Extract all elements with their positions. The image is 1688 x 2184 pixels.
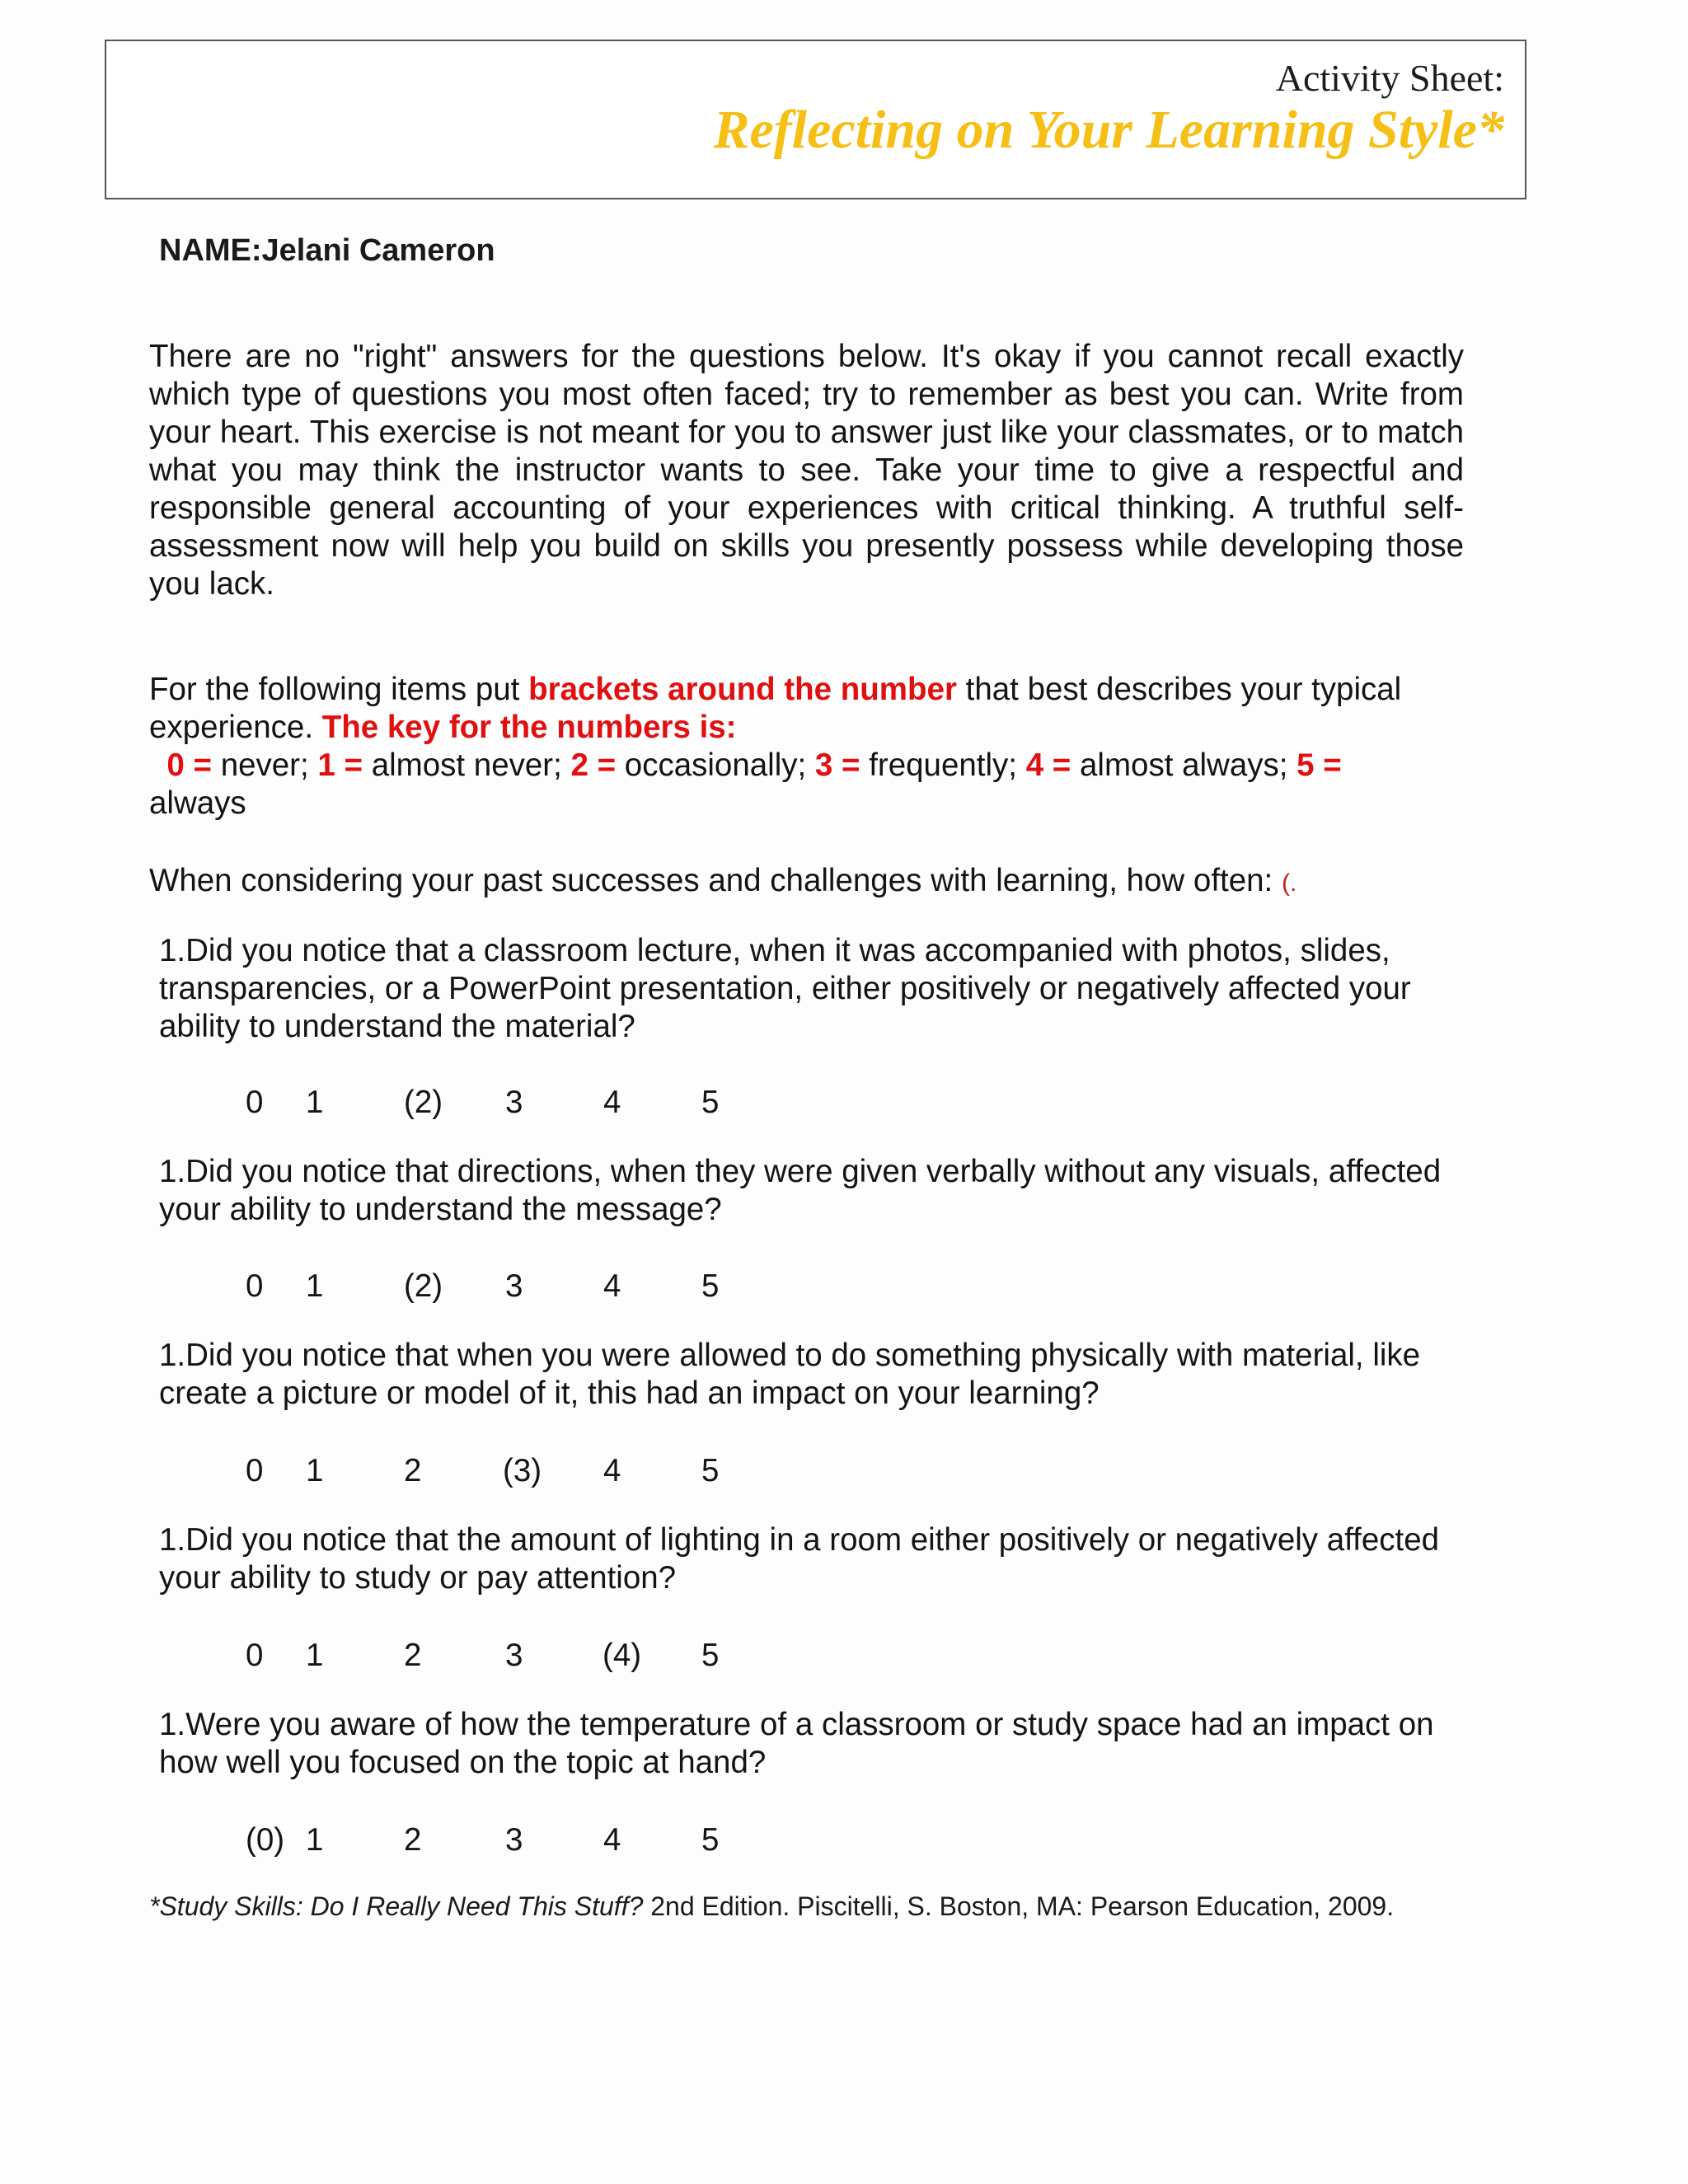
key-number: 0 = xyxy=(166,748,212,783)
rating-option[interactable]: 0 xyxy=(246,1453,264,1488)
question-1: 1.Did you notice that a classroom lecture, when it was accompanied with photos, slides, transparencies, or a PowerPoint presentation, either positively or negatively affected your ability to understand the material? xyxy=(159,933,1411,1044)
citation xyxy=(149,1890,1394,1923)
considering-line xyxy=(149,862,1296,902)
rating-option[interactable]: 0 xyxy=(246,1638,264,1673)
instructions-text-1: For the following items put xyxy=(149,672,529,707)
key-number: 2 = xyxy=(570,748,617,783)
header-subtitle: Activity Sheet: xyxy=(1275,57,1504,99)
rating-option[interactable]: 5 xyxy=(701,1453,720,1488)
citation-details: 2nd Edition. Piscitelli, S. Boston, MA: Pearson Education, 2009. xyxy=(643,1891,1395,1921)
rating-option[interactable]: 4 xyxy=(603,1085,621,1120)
key-number: 4 = xyxy=(1025,748,1071,783)
rating-option[interactable]: 3 xyxy=(505,1822,523,1858)
rating-option[interactable]: 5 xyxy=(701,1085,720,1120)
key-meaning: never; xyxy=(212,748,309,783)
rating-option[interactable]: 3 xyxy=(505,1085,523,1120)
rating-option[interactable]: 0 xyxy=(246,1268,264,1304)
rating-scale-4 xyxy=(0,1637,1688,1675)
instructions-text-2: that best describes your typical experience. xyxy=(149,672,1402,745)
key-number: 5 = xyxy=(1296,748,1342,783)
rating-scale-3 xyxy=(0,1452,1688,1490)
key-meaning: always xyxy=(149,785,246,821)
rating-option[interactable]: 5 xyxy=(701,1822,720,1858)
key-meaning: almost never; xyxy=(363,748,562,783)
header-box xyxy=(105,40,1526,199)
question-3: 1.Did you notice that when you were allowed to do something physically with material, like create a picture or model of it, this had an impact on your learning? xyxy=(159,1338,1421,1411)
rating-option[interactable]: 4 xyxy=(603,1268,621,1304)
rating-option[interactable]: 3 xyxy=(505,1268,523,1304)
rating-option[interactable]: 1 xyxy=(306,1638,324,1673)
instructions-paragraph xyxy=(149,671,1410,823)
rating-option[interactable]: 1 xyxy=(306,1268,324,1304)
rating-option[interactable]: 3 xyxy=(505,1638,523,1673)
key-meaning: almost always; xyxy=(1071,748,1288,783)
citation-title: *Study Skills: Do I Really Need This Stuff? xyxy=(149,1891,644,1921)
rating-option[interactable]: 5 xyxy=(701,1638,720,1673)
name-line: NAME:Jelani Cameron xyxy=(159,233,495,268)
question-2: 1.Did you notice that directions, when they were given verbally without any visuals, affected your ability to understand the message? xyxy=(159,1154,1442,1227)
header-title: Reflecting on Your Learning Style* xyxy=(713,100,1504,160)
question-5: 1.Were you aware of how the temperature of a classroom or study space had an impact on how well you focused on the topic at hand? xyxy=(159,1707,1434,1780)
rating-option[interactable]: 2 xyxy=(404,1453,422,1488)
rating-option[interactable]: 4 xyxy=(603,1822,621,1858)
rating-option[interactable]: (3) xyxy=(503,1453,542,1488)
rating-option[interactable]: 5 xyxy=(701,1268,720,1304)
key-meaning: frequently; xyxy=(860,748,1017,783)
rating-option[interactable]: 4 xyxy=(603,1453,621,1488)
considering-mark: (. xyxy=(1281,869,1297,897)
key-meaning: occasionally; xyxy=(616,748,807,783)
rating-scale-1 xyxy=(0,1084,1688,1122)
rating-option[interactable]: 2 xyxy=(404,1822,422,1858)
rating-scale-5 xyxy=(0,1821,1688,1859)
question-4: 1.Did you notice that the amount of lighting in a room either positively or negatively affected your ability to study or pay attention? xyxy=(159,1522,1440,1596)
key-number: 1 = xyxy=(317,748,363,783)
rating-option[interactable]: 2 xyxy=(404,1638,422,1673)
rating-option[interactable]: 1 xyxy=(306,1822,324,1858)
rating-option[interactable]: (4) xyxy=(603,1638,642,1673)
instructions-emphasis: brackets around the number xyxy=(528,672,957,707)
considering-text: When considering your past successes and challenges with learning, how often: xyxy=(149,863,1282,898)
rating-option[interactable]: (2) xyxy=(404,1085,443,1120)
rating-scale-2 xyxy=(0,1268,1688,1305)
key-number: 3 = xyxy=(814,748,860,783)
rating-option[interactable]: 0 xyxy=(246,1085,264,1120)
rating-option[interactable]: (2) xyxy=(404,1268,443,1304)
rating-option[interactable]: 1 xyxy=(306,1453,324,1488)
key-label: The key for the numbers is: xyxy=(321,710,737,745)
rating-option[interactable]: 1 xyxy=(306,1085,324,1120)
intro-paragraph: There are no "right" answers for the questions below. It's okay if you cannot recall exactly which type of questions you most often faced; try to remember as best you can. Write from your heart. This exercise is not meant for you to answer just like your classmates, or to match what you may think the instructor wants to see. Take your time to give a respectful and responsible general accounting of your experiences with critical thinking. A truthful self-assessment now will help you build on skills you presently possess while developing those you lack. xyxy=(149,339,1464,602)
rating-option[interactable]: (0) xyxy=(246,1822,285,1858)
